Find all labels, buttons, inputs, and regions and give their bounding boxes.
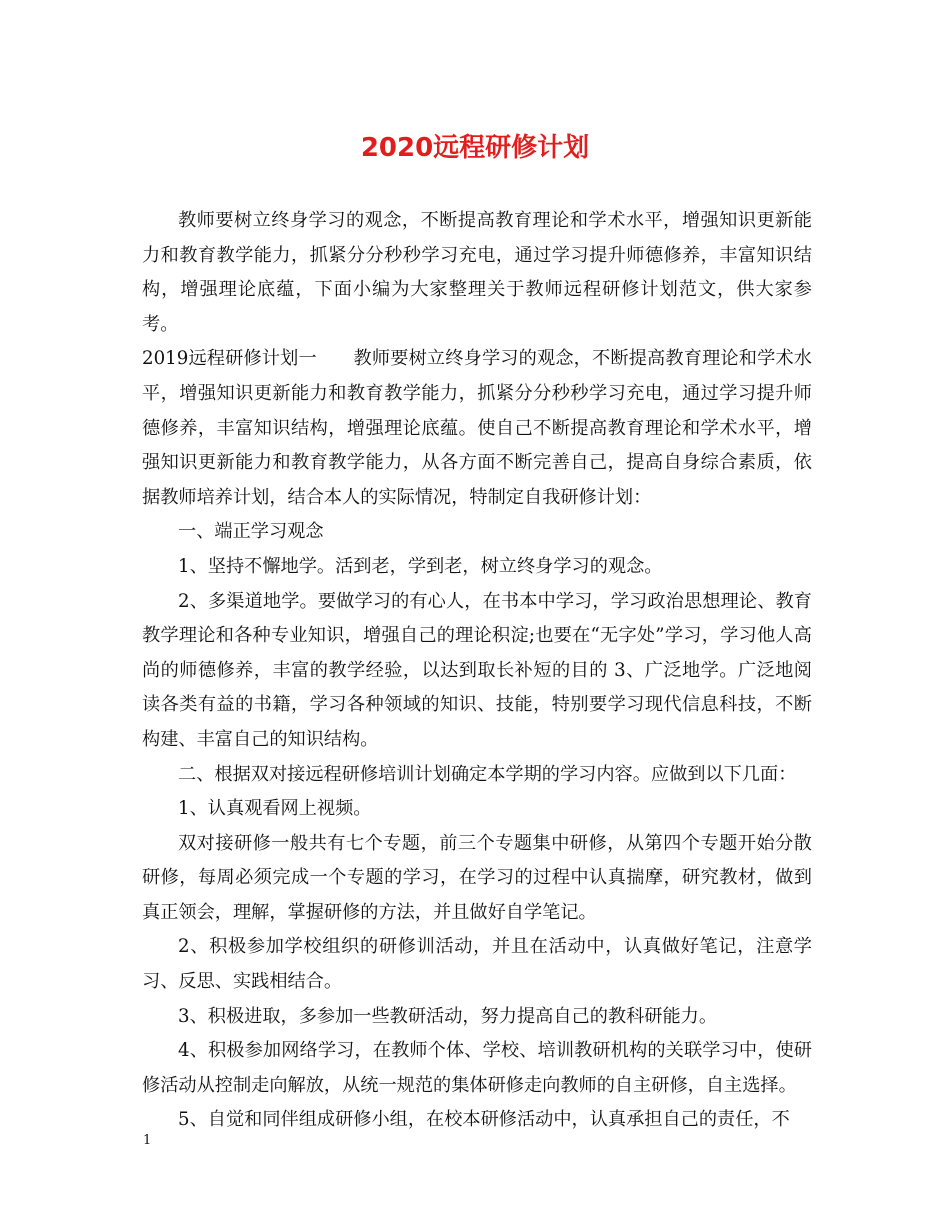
paragraph-plan-one: 2019远程研修计划一 教师要树立终身学习的观念，不断提高教育理论和学术水平，增强知识更新能力和教育教学能力，抓紧分分秒秒学习充电，通过学习提升师德修养，丰富知识结构，增强理论底蕴。使自己不断提高教育理论和学术水平，增强知识更新能力和教育教学能力，从各方面不断完善自己，提高自身综合素质，依据教师培养计划，结合本人的实际情况，特制定自我研修计划： [142,348,812,508]
list-item: 4、积极参加网络学习，在教师个体、学校、培训教研机构的关联学习中，使研修活动从控制走向解放，从统一规范的集体研修走向教师的自主研修，自主选择。 [142,1040,812,1096]
list-item: 1、认真观看网上视频。 [178,798,372,820]
list-item: 1、坚持不懈地学。活到老，学到老，树立终身学习的观念。 [178,555,663,577]
list-item: 3、积极进取，多参加一些教研活动，努力提高自己的教科研能力。 [178,1005,718,1027]
list-item: 2、积极参加学校组织的研修训活动，并且在活动中，认真做好笔记，注意学习、反思、实践相结合。 [142,936,812,993]
list-item: 5、自觉和同伴组成研修小组，在校本研修活动中，认真承担自己的责任，不 [178,1109,790,1131]
page-number: 1 [143,1133,152,1148]
document-body [142,204,812,1138]
section-heading-1: 一、端正学习观念 [178,521,324,543]
section-heading-2: 二、根据双对接远程研修培训计划确定本学期的学习内容。应做到以下几面： [178,763,797,785]
paragraph-intro: 教师要树立终身学习的观念，不断提高教育理论和学术水平，增强知识更新能力和教育教学能力，抓紧分分秒秒学习充电，通过学习提升师德修养，丰富知识结构，增强理论底蕴，下面小编为大家整理关于教师远程研修计划范文，供大家参考。 [142,210,812,335]
paragraph-video: 双对接研修一般共有七个专题，前三个专题集中研修，从第四个专题开始分散研修，每周必须完成一个专题的学习，在学习的过程中认真揣摩，研究教材，做到真正领会，理解，掌握研修的方法，并且做好自学笔记。 [142,832,812,923]
document-title: 2020远程研修计划 [360,133,590,163]
list-item: 2、多渠道地学。要做学习的有心人，在书本中学习，学习政治思想理论、教育教学理论和各种专业知识，增强自己的理论积淀;也要在“无字处”学习，学习他人高尚的师德修养，丰富的教学经验，以达到取长补短的目的 3、广泛地学。广泛地阅读各类有益的书籍，学习各种领域的知识、技能，特别要学习现代信息科技，不断构建、丰富自己的知识结构。 [142,590,812,750]
